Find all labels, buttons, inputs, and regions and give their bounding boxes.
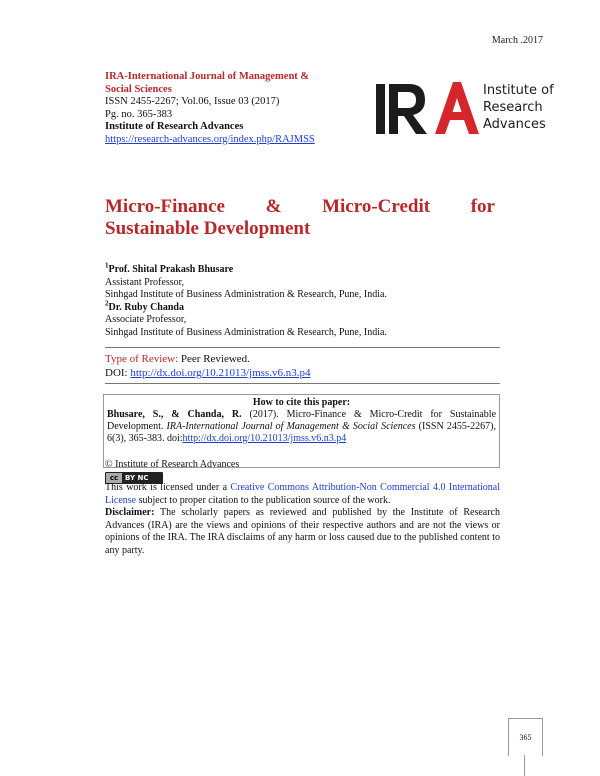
license-post: subject to proper citation to the publication source of the work. (136, 494, 391, 506)
author-number: 2 (105, 299, 109, 308)
citation-doi-link[interactable]: http://dx.doi.org/10.21013/jmss.v6.n3.p4 (182, 433, 347, 444)
author-number: 1 (105, 261, 109, 270)
license-pre: This work is licensed under a (105, 482, 231, 493)
title-word: Micro-Finance (105, 196, 225, 217)
divider (105, 347, 500, 348)
citation-box (103, 394, 500, 468)
author-role: Assistant Professor, (105, 276, 185, 288)
paper-title (105, 196, 495, 240)
disclaimer-label: Disclaimer: (105, 507, 155, 518)
author-name (105, 261, 505, 277)
license-text (105, 482, 500, 507)
logo-r-mark (389, 84, 427, 134)
license-block (105, 482, 500, 557)
doi-link[interactable]: http://dx.doi.org/10.21013/jmss.v6.n3.p4 (130, 367, 311, 379)
journal-name: IRA-International Journal of Management & Social Sciences (105, 71, 310, 95)
cc-badge-text: BY NC (125, 473, 149, 482)
journal-issn: ISSN 2455-2267; Vol.06, Issue 03 (2017) (105, 96, 280, 107)
journal-url-link[interactable]: https://research-advances.org/index.php/RAJMSS (105, 133, 315, 145)
doi-label: DOI: (105, 367, 131, 379)
doi-line (105, 366, 505, 380)
logo-line-1: Institute of (483, 83, 554, 98)
citation-text (107, 409, 496, 445)
author-affiliation: Sinhgad Institute of Business Administration & Research, Pune, India. (105, 326, 387, 338)
review-type-label: Type of Review: (105, 353, 179, 365)
citation-text-1: (2017). Micro-Finance & Micro-Credit for Sustainable Development. (107, 409, 497, 432)
author-name (105, 299, 505, 315)
citation-text-2: (ISSN 2455-2267), 6(3), 365-383. doi: (107, 421, 496, 444)
journal-publisher: Institute of Research Advances (105, 121, 244, 132)
author-name-text: Prof. Shital Prakash Bhusare (108, 264, 234, 275)
disclaimer (105, 507, 500, 557)
author-role: Associate Professor, (105, 314, 187, 325)
title-word: & (265, 196, 282, 217)
license-link[interactable]: Creative Commons Attribution-Non Commercial 4.0 International License (105, 482, 500, 506)
review-type-value: Peer Reviewed. (178, 353, 250, 365)
review-info (105, 352, 505, 380)
review-type (105, 352, 505, 366)
page-number: 365 (508, 718, 543, 756)
page-number-rule (524, 755, 525, 776)
title-word: Micro-Credit (322, 196, 431, 217)
author-list (105, 261, 505, 339)
cc-icon: cc (106, 473, 122, 483)
title-word: for (470, 196, 495, 217)
copyright-block (105, 459, 500, 484)
divider (105, 383, 500, 384)
title-line-2: Sustainable Development (105, 218, 311, 239)
author-name-text: Dr. Ruby Chanda (108, 301, 184, 313)
copyright-text: © Institute of Research Advances (105, 459, 240, 470)
issue-date: March .2017 (491, 35, 543, 46)
logo-line-3: Advances (483, 117, 546, 132)
citation-authors: Bhusare, S., & Chanda, R. (107, 409, 242, 420)
disclaimer-text: The scholarly papers as reviewed and published by the Institute of Research Advances (IRA) are the views and opinions of their respective authors and are not the views or opinions of the IRA. The IRA disclaims of any harm or loss caused due to the published content to any party. (105, 507, 500, 556)
title-line-1 (105, 196, 495, 218)
journal-info (105, 71, 335, 146)
author-affiliation: Sinhgad Institute of Business Administration & Research, Pune, India. (105, 289, 387, 300)
ira-logo-graphic (375, 76, 554, 138)
logo-line-2: Research (483, 100, 543, 115)
citation-heading: How to cite this paper: (252, 397, 351, 408)
ira-logo (375, 76, 554, 138)
journal-pages: Pg. no. 365-383 (105, 108, 173, 120)
logo-i-mark (376, 84, 385, 134)
logo-a-mark (435, 82, 479, 134)
citation-journal: IRA-International Journal of Management & Social Sciences (166, 421, 416, 432)
